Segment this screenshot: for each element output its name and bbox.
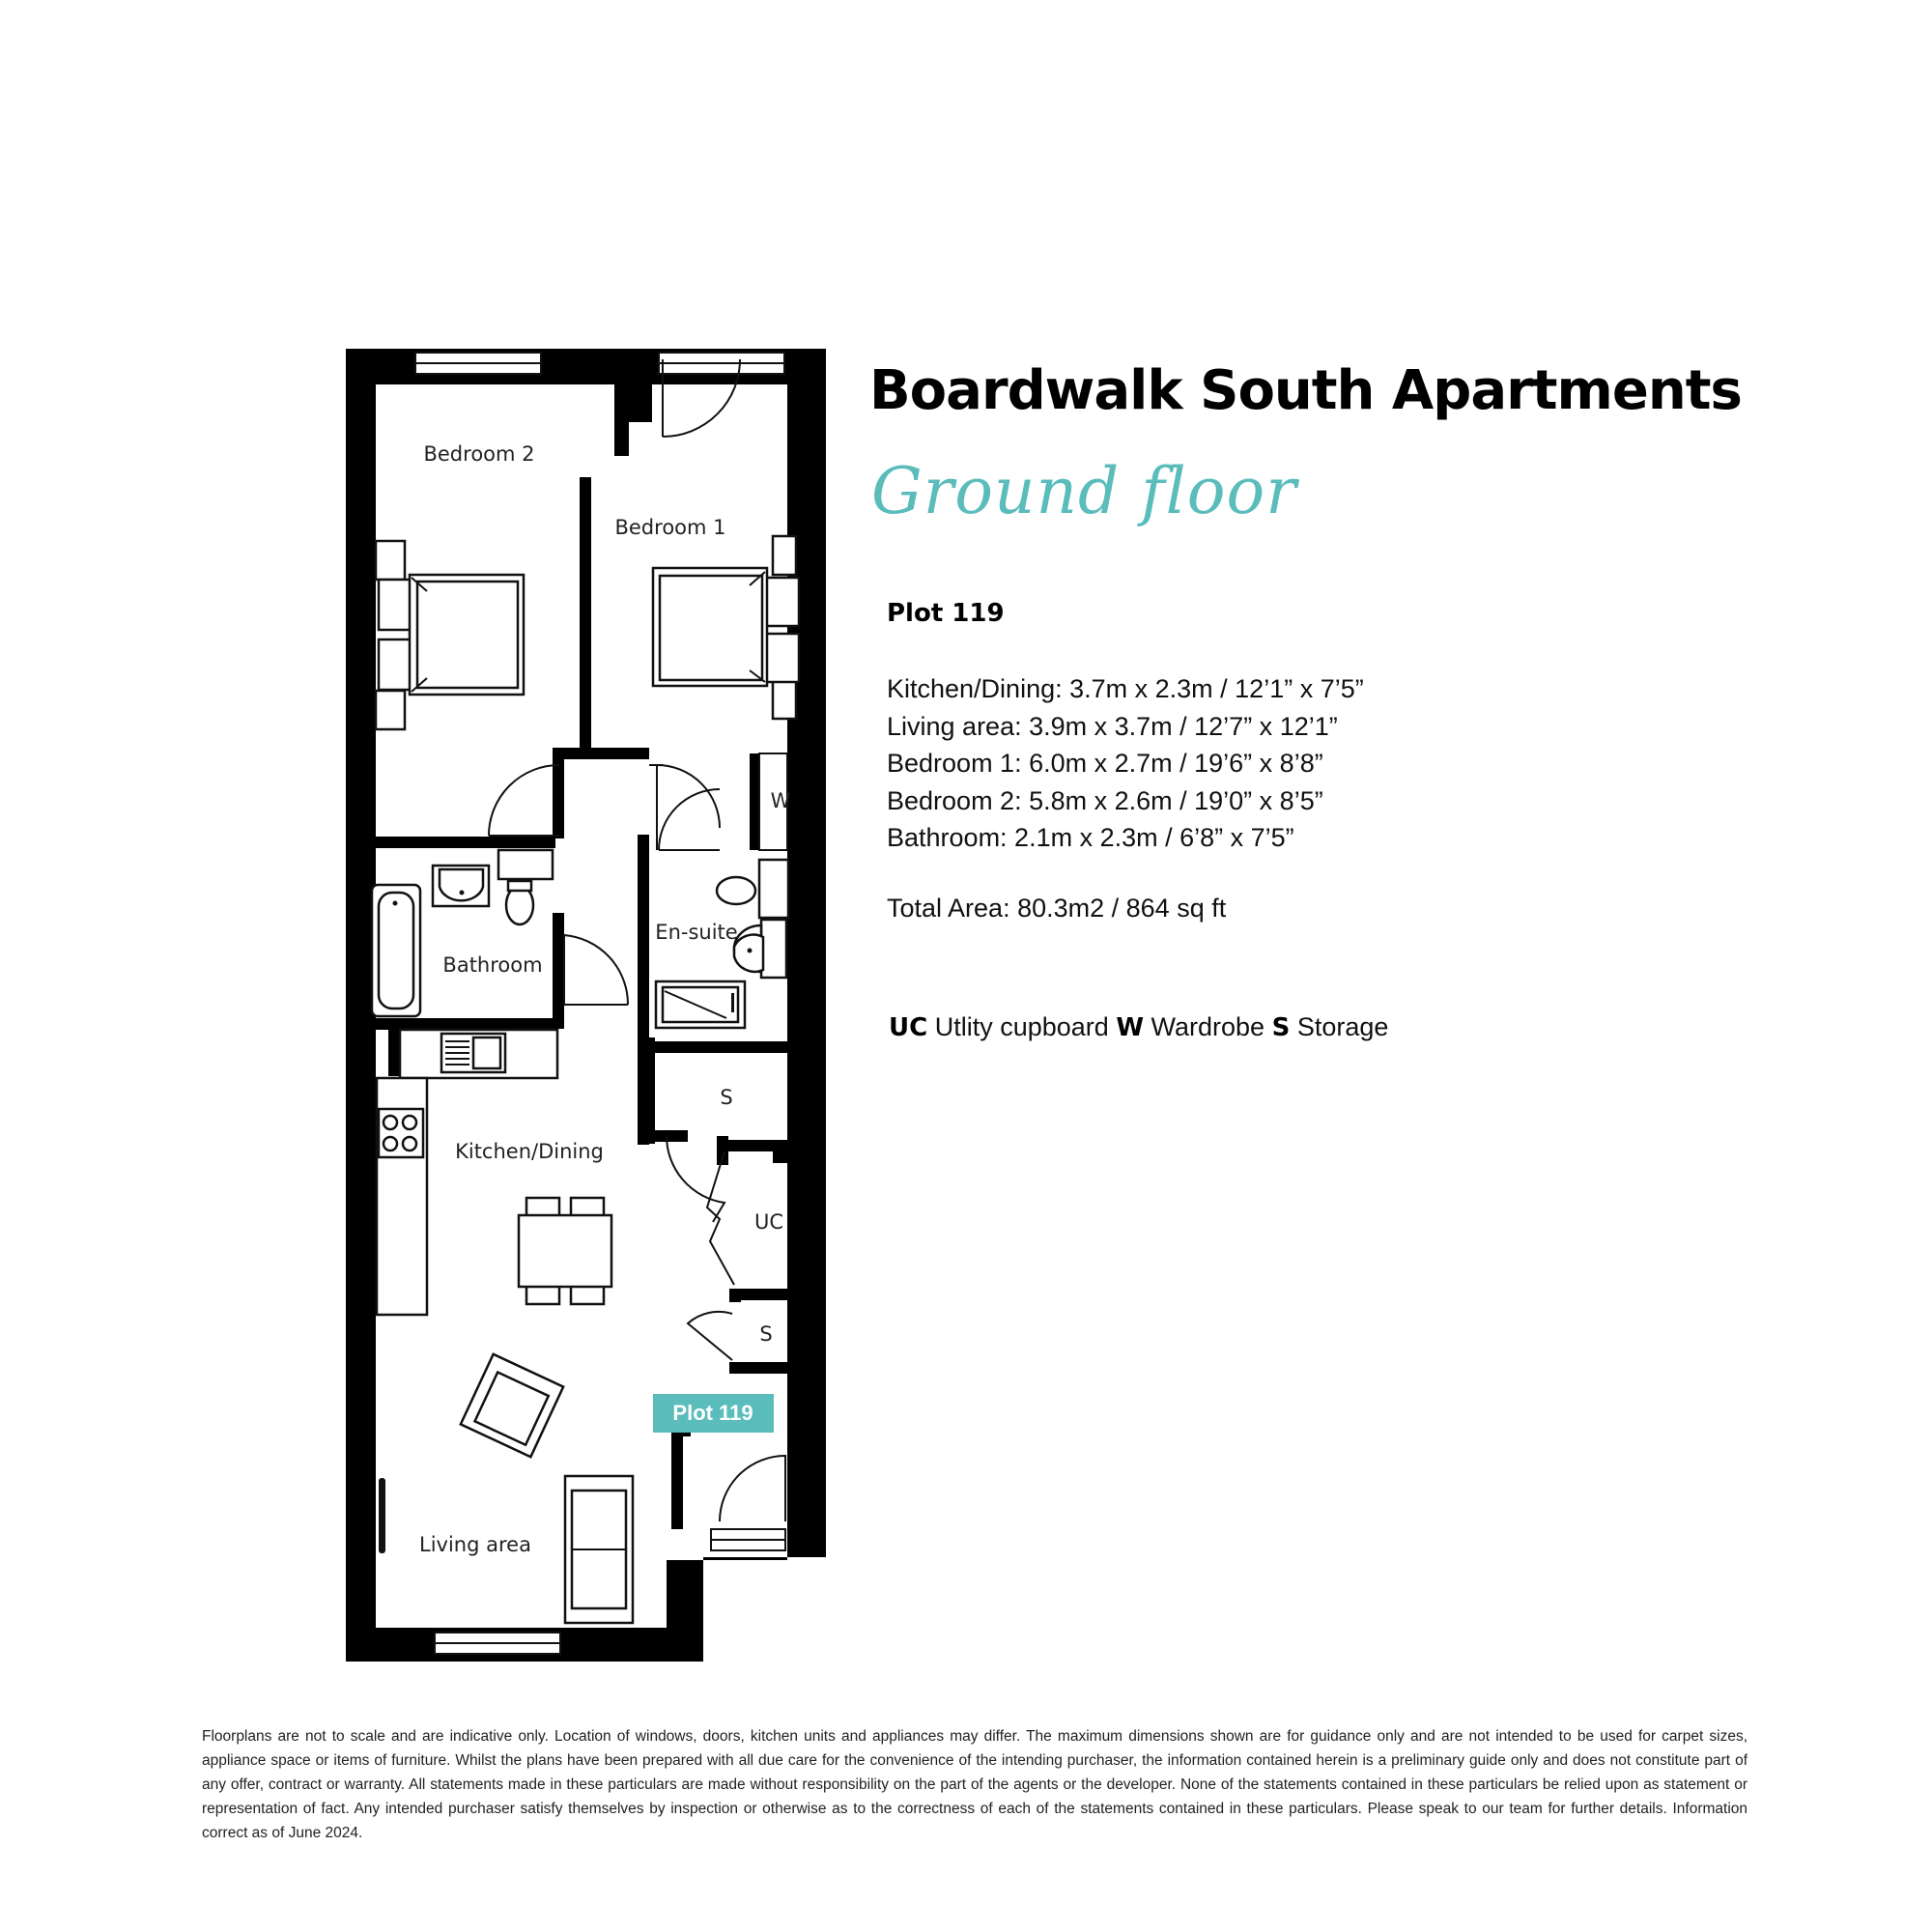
door-uc — [707, 1151, 734, 1285]
room-label-living: Living area — [419, 1533, 531, 1556]
window-bedroom2 — [415, 353, 541, 374]
window-living — [435, 1633, 560, 1654]
dimension-living: Living area: 3.9m x 3.7m / 12’7” x 12’1” — [887, 711, 1338, 741]
dimension-bedroom1: Bedroom 1: 6.0m x 2.7m / 19’6” x 8’8” — [887, 749, 1323, 778]
tv — [379, 1478, 385, 1553]
door-bedroom2 — [489, 765, 559, 836]
basin-ensuite — [734, 920, 786, 978]
legend-code-s: S — [1271, 1013, 1291, 1042]
room-label-storage-bottom: S — [759, 1322, 773, 1346]
dimensions-list — [887, 670, 1364, 857]
legend-code-uc: UC — [889, 1013, 928, 1042]
bathtub — [372, 885, 420, 1016]
shower-ensuite — [656, 981, 745, 1028]
room-label-bedroom1: Bedroom 1 — [614, 516, 726, 539]
room-label-uc: UC — [753, 1210, 784, 1234]
legend-label-w: Wardrobe — [1151, 1012, 1265, 1041]
total-area: Total Area: 80.3m2 / 864 sq ft — [887, 894, 1227, 923]
page-title: Boardwalk South Apartments — [869, 359, 1742, 422]
basin-bathroom — [433, 866, 489, 906]
plot-badge-text: Plot 119 — [672, 1401, 753, 1425]
plot-heading: Plot 119 — [887, 599, 1005, 628]
room-label-kitchen: Kitchen/Dining — [455, 1140, 604, 1163]
disclaimer: Floorplans are not to scale and are indicative only. Location of windows, doors, kitchen units and appliances may differ. The maximum dimensions shown are for guidance only and are not intended to be used for carpet sizes, appliance space or items of furniture. Whilst the plans have been prepared with all due care for the convenience of the intending purchaser, the information contained herein is a preliminary guide only and does not constitute part of any offer, contract or warranty. All statements made in these particulars are made without responsibility on the part of the agents or the developer. None of the statements contained in these particulars be relied upon as statement or representation of fact. Any intended purchaser satisfy themselves by inspection or otherwise as to the correctness of each of the statements contained in these particulars. Please speak to our team for further details. Information correct as of June 2024. — [202, 1728, 1747, 1841]
door-bathroom — [564, 935, 628, 1005]
door-entrance — [720, 1456, 785, 1521]
room-label-ensuite: En-suite — [655, 921, 738, 944]
armchair — [461, 1354, 563, 1457]
dimension-kitchen: Kitchen/Dining: 3.7m x 2.3m / 12’1” x 7’5” — [887, 674, 1364, 703]
room-label-wardrobe: W — [770, 789, 791, 812]
window-entrance — [711, 1529, 785, 1550]
window-bedroom1 — [659, 353, 784, 374]
toilet-bathroom — [498, 850, 553, 924]
dimension-bedroom2: Bedroom 2: 5.8m x 2.6m / 19’0” x 8’5” — [887, 785, 1323, 815]
room-label-bathroom: Bathroom — [442, 953, 543, 977]
sofa — [565, 1476, 633, 1623]
door-ensuite — [659, 789, 720, 850]
bed-bedroom2 — [376, 541, 524, 729]
room-label-storage-top: S — [720, 1086, 733, 1109]
toilet-ensuite — [717, 860, 788, 918]
room-label-bedroom2: Bedroom 2 — [423, 442, 535, 466]
legend-code-w: W — [1116, 1013, 1145, 1042]
legend-label-uc: Utlity cupboard — [934, 1012, 1109, 1041]
floor-subtitle: Ground floor — [871, 454, 1297, 528]
dining-table — [519, 1198, 611, 1304]
legend-label-s: Storage — [1296, 1012, 1389, 1041]
door-storage-small — [688, 1312, 732, 1360]
bed-bedroom1 — [653, 536, 799, 719]
dimension-bathroom: Bathroom: 2.1m x 2.3m / 6’8” x 7’5” — [887, 823, 1294, 852]
legend — [889, 1012, 1388, 1042]
